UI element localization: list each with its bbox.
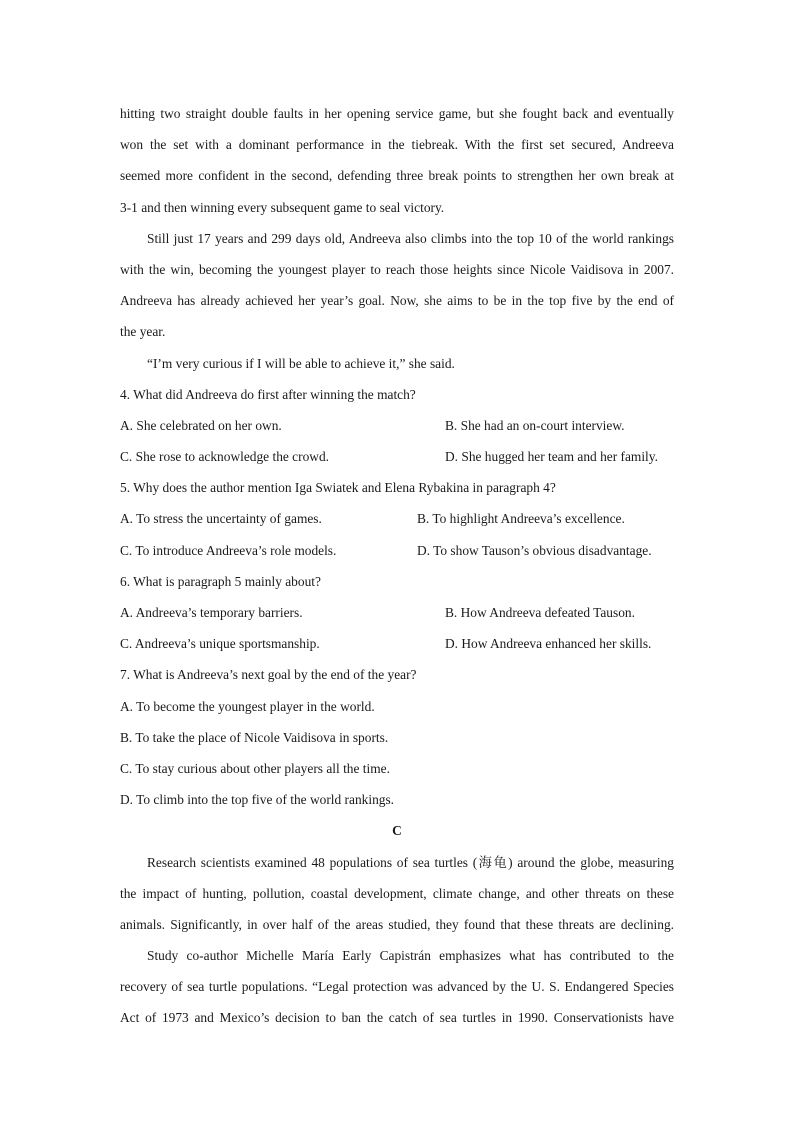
option-row: [120, 535, 674, 566]
option-c: C. To introduce Andreeva’s role models.: [120, 542, 337, 558]
option-row: [120, 628, 674, 659]
option-c: C. To stay curious about other players all the time.: [120, 760, 390, 776]
text-line: Research scientists examined 48 populations of sea turtles (海龟) around the globe, measuring: [147, 854, 674, 870]
text-line: with the win, becoming the youngest player to reach those heights since Nicole Vaidisova in 2007.: [120, 261, 674, 277]
option-d: D. To climb into the top five of the world rankings.: [120, 792, 395, 808]
option-b: B. To take the place of Nicole Vaidisova in sports.: [120, 729, 389, 745]
text-line: won the set with a dominant performance in the tiebreak. With the first set secured, Andreeva: [120, 137, 674, 153]
option-b: B. How Andreeva defeated Tauson.: [445, 605, 635, 620]
option-row: [120, 441, 674, 472]
text-line: seemed more confident in the second, defending three break points to strengthen her own break at: [120, 168, 674, 184]
quote-line: “I’m very curious if I will be able to achieve it,” she said.: [147, 355, 455, 371]
text-line: Still just 17 years and 299 days old, Andreeva also climbs into the top 10 of the world rankings: [147, 230, 674, 246]
option-row: [120, 597, 674, 628]
option-d: D. To show Tauson’s obvious disadvantage.: [417, 542, 652, 558]
text-line: hitting two straight double faults in her opening service game, but she fought back and eventually: [120, 106, 674, 121]
section-heading: C: [392, 823, 402, 839]
option-a: A. To stress the uncertainty of games.: [120, 511, 322, 527]
option-b: B. To highlight Andreeva’s excellence.: [417, 511, 625, 527]
text-line: 3-1 and then winning every subsequent game to seal victory.: [120, 199, 445, 215]
document-page: [120, 98, 674, 1034]
option-row: [120, 410, 674, 441]
option-a: A. She celebrated on her own.: [120, 417, 282, 433]
question-stem: 6. What is paragraph 5 mainly about?: [120, 573, 321, 589]
question-stem: 7. What is Andreeva’s next goal by the end of the year?: [120, 667, 417, 683]
option-b: B. She had an on-court interview.: [445, 417, 625, 433]
option-c: C. She rose to acknowledge the crowd.: [120, 449, 329, 465]
option-a: A. To become the youngest player in the world.: [120, 698, 375, 714]
text-line: recovery of sea turtle populations. “Legal protection was advanced by the U. S. Endangered Species: [120, 979, 674, 995]
option-d: D. How Andreeva enhanced her skills.: [445, 636, 652, 652]
question-stem: 5. Why does the author mention Iga Swiatek and Elena Rybakina in paragraph 4?: [120, 480, 556, 496]
text-line: the year.: [120, 324, 166, 340]
option-c: C. Andreeva’s unique sportsmanship.: [120, 636, 320, 652]
option-row: [120, 503, 674, 534]
text-line: Study co-author Michelle María Early Capistrán emphasizes what has contributed to the: [147, 948, 674, 964]
text-line: Act of 1973 and Mexico’s decision to ban the catch of sea turtles in 1990. Conservationists have: [120, 1010, 674, 1026]
option-d: D. She hugged her team and her family.: [445, 449, 658, 465]
text-line: Andreeva has already achieved her year’s goal. Now, she aims to be in the top five by the end of: [120, 293, 674, 309]
text-line: the impact of hunting, pollution, coastal development, climate change, and other threats on these: [120, 885, 674, 901]
option-a: A. Andreeva’s temporary barriers.: [120, 605, 303, 620]
text-line: animals. Significantly, in over half of the areas studied, they found that these threats are declining.: [120, 916, 674, 932]
question-stem: 4. What did Andreeva do first after winning the match?: [120, 386, 416, 402]
